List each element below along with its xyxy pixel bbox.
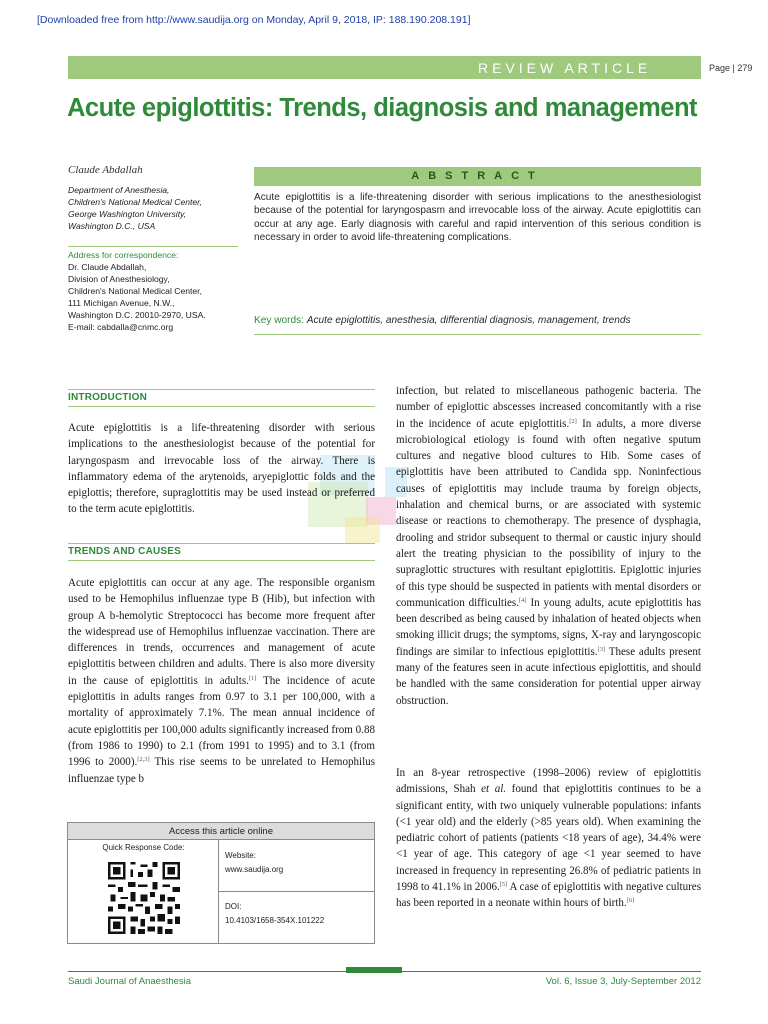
keywords-divider <box>254 334 701 335</box>
website-label: Website: <box>225 851 256 860</box>
text-run: In an 8-year retrospective (1998–2006) review of epiglottitis admissions, Shah <box>396 767 701 796</box>
text-run: A case of epiglottitis with negative cultures has been reported in a neonate within hours of birth. <box>396 881 701 910</box>
text-run: In adults, a more diverse microbiological etiology is found with often negative sputum cultures and negative blood cultures to Hib. Some cases of epiglottitis have been attributed to Candida spp. Noninfectious causes of epiglottitis may include trauma by foreign objects, inhalation and chemical burns, or are associated with systemic disease or reactions to chemotherapy. The presence of dysphagia, drooling and stridor subsequent to thermal or caustic injury should alert the treating physician to the possibility of injury to the supraglottic structures with resultant epiglottitis. Epiglottic injuries of this type should be suspected in patients with mental disorders or communication difficulties. <box>396 417 701 609</box>
text-run: Acute epiglottitis can occur at any age. The responsible organism used to be Hemophilus influenzae type B (Hib), but infection with group A b-hemolytic Streptococci has become more frequent after the widespread use of Hemophilus influenzae vaccination. There are differences in trends, occurrences and management of acute epiglottitis between children and adults. There is also more diversity in the cause of epiglottitis in adults. <box>68 577 375 687</box>
citation-link[interactable]: [5] <box>499 881 508 889</box>
citation-link[interactable]: [1] <box>248 674 257 682</box>
website-row <box>219 849 374 892</box>
introduction-heading: INTRODUCTION <box>68 389 375 407</box>
text-run: This rise seems to be unrelated to Hemophilus influenzae type b <box>68 756 375 785</box>
citation-link[interactable]: [6] <box>626 897 635 905</box>
correspondence-block <box>68 249 248 333</box>
doi-label: DOI: <box>225 902 242 911</box>
author-name: Claude Abdallah <box>68 164 143 176</box>
keywords-list: Acute epiglottitis, anesthesia, differential diagnosis, management, trends <box>306 315 631 326</box>
text-run: found that epiglottitis continues to be a significant entity, with two uniquely vulnerable populations: infants (<1 year old) and the elderly (>85 years old). When examining the pediatric cohort of patients (patients <18 years of age), 34.4% were <1 year of age. This category of age <1 year seemed to have increased in frequency in representing 26.8% of pediatric patients in 1998 to 41.1% in 2006. <box>396 783 702 894</box>
author-affiliation <box>68 184 248 232</box>
affiliation-line: Washington D.C., USA <box>68 221 156 231</box>
correspondence-heading: Address for correspondence: <box>68 250 179 260</box>
correspondence-line: Dr. Claude Abdallah, <box>68 262 147 272</box>
footer-issue-info: Vol. 6, Issue 3, July-September 2012 <box>545 976 701 987</box>
abstract-heading: ABSTRACT <box>411 170 544 182</box>
keywords-label: Key words: <box>254 315 304 326</box>
text-run: These adults present many of the features seen in acute infectious epiglottitis, and should be handled with the same consideration for potential upper airway obstruction. <box>396 645 702 707</box>
doi-row <box>219 900 374 928</box>
footer-accent-block <box>346 967 402 973</box>
website-link[interactable]: www.saudija.org <box>225 865 284 874</box>
correspondence-email[interactable]: E-mail: cabdalla@cnmc.org <box>68 322 174 332</box>
trends-heading: TRENDS AND CAUSES <box>68 543 375 561</box>
access-article-box <box>67 822 375 944</box>
affiliation-line: Department of Anesthesia, <box>68 185 170 195</box>
correspondence-line: Children's National Medical Center, <box>68 286 202 296</box>
citation-link[interactable]: [2,3] <box>137 756 150 764</box>
qr-code-icon[interactable] <box>108 862 180 934</box>
citation-link[interactable]: [4] <box>519 596 527 604</box>
article-title: Acute epiglottitis: Trends, diagnosis and management <box>67 94 698 122</box>
correspondence-line: Division of Anesthesiology, <box>68 274 170 284</box>
qr-label: Quick Response Code: <box>102 843 185 852</box>
access-heading: Access this article online <box>68 823 374 840</box>
abstract-text: Acute epiglottitis is a life-threatening disorder with serious implications to the anesthesiologist because of the potential for laryngospasm and irrevocable loss of the airway. Acute epiglottitis can occur at any age. Early diagnosis with careful and rapid intervention of this serious condition is necessary in order to avoid life-threatening complications. <box>254 192 701 244</box>
download-notice: [Downloaded free from http://www.saudija.org on Monday, April 9, 2018, IP: 188.190.208.191] <box>37 14 471 26</box>
correspondence-line: Washington D.C. 20010-2970, USA. <box>68 310 206 320</box>
text-run: infection, but related to miscellaneous pathogenic bacteria. The number of epiglottic abscesses increased concomitantly with a rise in the incidence of acute epiglottitis. <box>396 385 701 430</box>
text-run: In young adults, acute epiglottitis has been described as being caused by inhalation of heated objects when smoking illicit drugs; the symptoms, signs, X-ray and laryngoscopic findings are similar to infectious epiglottitis. <box>396 596 701 658</box>
page-number: Page | 279 <box>709 63 753 73</box>
affiliation-line: George Washington University, <box>68 209 187 219</box>
correspondence-divider <box>68 246 238 247</box>
text-run: The incidence of acute epiglottitis in adults ranges from 0.97 to 3.1 per 100,000, with a mortality of approximately 7.1%. The mean annual incidence of acute epiglottitis per 100,000 adults significantly increased from 0.88 (from 1986 to 1990) to 2.1 (from 1991 to 1995) and to 3.1 (from 1996 to 2000). <box>68 674 375 769</box>
correspondence-line: 111 Michigan Avenue, N.W., <box>68 298 175 308</box>
footer-journal-name: Saudi Journal of Anaesthesia <box>68 976 192 987</box>
causes-paragraph <box>396 383 701 709</box>
article-info-cell <box>219 840 374 943</box>
text-run-italic: et al. <box>481 783 507 796</box>
qr-cell <box>68 840 219 943</box>
doi-link[interactable]: 10.4103/1658-354X.101222 <box>225 916 325 925</box>
retrospective-paragraph <box>396 765 701 912</box>
introduction-paragraph: Acute epiglottitis is a life-threatening disorder with serious implications to the anesthesiologist because of the potential for laryngospasm and irrevocable loss of the airway. There is inflammatory edema of the arytenoids, aryepiglottic folds and the epiglottis; therefore, supraglottitis may be used instead or preferred to the term acute epiglottitis. <box>68 422 375 516</box>
article-type-label: REVIEW ARTICLE <box>478 60 652 76</box>
citation-link[interactable]: [3] <box>597 645 606 653</box>
trends-paragraph <box>68 575 375 787</box>
keywords <box>254 315 714 326</box>
citation-link[interactable]: [2] <box>569 417 577 425</box>
affiliation-line: Children's National Medical Center, <box>68 197 202 207</box>
